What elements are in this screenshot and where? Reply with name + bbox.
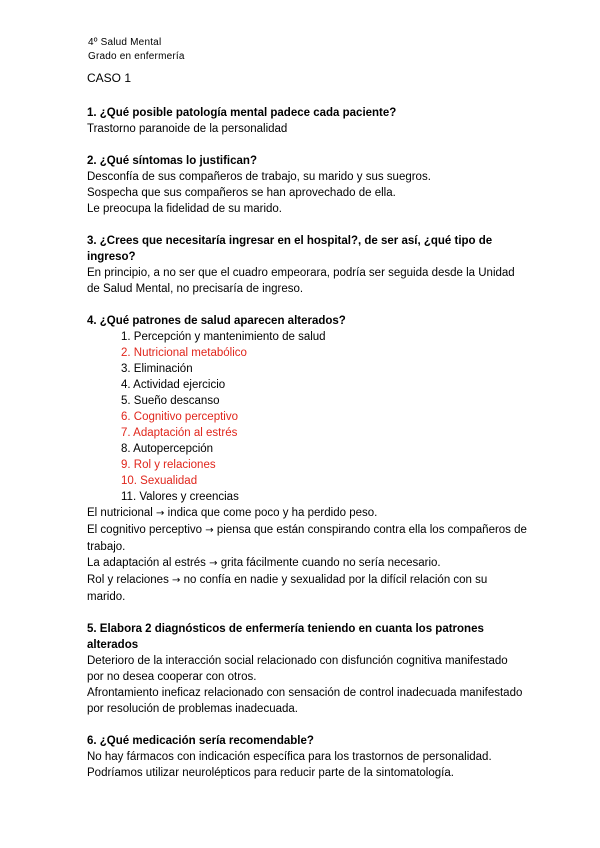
question-2: 2. ¿Qué síntomas lo justifican?	[87, 155, 257, 167]
pattern-note-4	[87, 572, 527, 605]
note-explanation: no confía en nadie y sexualidad por la difícil relación con su marido.	[87, 574, 488, 603]
arrow-right-icon: →	[205, 525, 214, 536]
note-pattern: El nutricional	[87, 507, 153, 519]
answer-3: En principio, a no ser que el cuadro empeorara, podría ser seguida desde la Unidad de Salud Mental, no precisaría de ingreso.	[87, 267, 515, 295]
answer-2-line-2: Sospecha que sus compañeros se han aprovechado de ella.	[87, 187, 396, 199]
question-5: 5. Elabora 2 diagnósticos de enfermería teniendo en cuanta los patrones alterados	[87, 623, 484, 651]
question-6: 6. ¿Qué medicación sería recomendable?	[87, 735, 314, 747]
pattern-item: 4. Actividad ejercicio	[121, 379, 226, 391]
question-4: 4. ¿Qué patrones de salud aparecen alterados?	[87, 315, 346, 327]
section-1	[87, 105, 527, 137]
pattern-item: 8. Autopercepción	[121, 443, 214, 455]
answer-2-line-3: Le preocupa la fidelidad de su marido.	[87, 203, 282, 215]
pattern-item-altered: 10. Sexualidad	[121, 475, 198, 487]
note-explanation: grita fácilmente cuando no sería necesario.	[220, 557, 441, 569]
pattern-item-altered: 2. Nutricional metabólico	[121, 347, 247, 359]
pattern-item: 5. Sueño descanso	[121, 395, 220, 407]
header-course: 4º Salud Mental	[88, 37, 162, 48]
health-patterns-list	[87, 329, 527, 505]
pattern-item-altered: 9. Rol y relaciones	[121, 459, 216, 471]
answer-5-line-1: Deterioro de la interacción social relacionado con disfunción cognitiva manifestado por no desea cooperar con otros.	[87, 655, 508, 683]
pattern-item-altered: 6. Cognitivo perceptivo	[121, 411, 238, 423]
section-6	[87, 733, 527, 781]
note-pattern: La adaptación al estrés	[87, 557, 206, 569]
arrow-right-icon: →	[209, 558, 218, 569]
section-2	[87, 153, 527, 217]
pattern-note-2	[87, 522, 527, 555]
pattern-item: 11. Valores y creencias	[121, 491, 239, 503]
answer-6-line-1: No hay fármacos con indicación específica para los trastornos de personalidad.	[87, 751, 492, 763]
section-5	[87, 621, 527, 717]
pattern-item: 3. Eliminación	[121, 363, 193, 375]
document-body	[87, 70, 527, 797]
pattern-note-1	[87, 505, 527, 522]
answer-6-line-2: Podríamos utilizar neurolépticos para reducir parte de la sintomatología.	[87, 767, 454, 779]
arrow-right-icon: →	[156, 508, 165, 519]
header-degree: Grado en enfermería	[88, 51, 185, 62]
answer-5-line-2: Afrontamiento ineficaz relacionado con sensación de control inadecuada manifestado por resolución de problemas inadecuada.	[87, 687, 523, 715]
pattern-note-3	[87, 555, 527, 572]
question-3: 3. ¿Crees que necesitaría ingresar en el hospital?, de ser así, ¿qué tipo de ingreso?	[87, 235, 493, 263]
pattern-item-altered: 7. Adaptación al estrés	[121, 427, 238, 439]
section-4	[87, 313, 527, 605]
page-header	[88, 36, 185, 64]
note-pattern: Rol y relaciones	[87, 574, 169, 586]
answer-1: Trastorno paranoide de la personalidad	[87, 123, 288, 135]
arrow-right-icon: →	[172, 575, 181, 586]
note-pattern: El cognitivo perceptivo	[87, 524, 203, 536]
pattern-item: 1. Percepción y mantenimiento de salud	[121, 331, 326, 343]
case-title: CASO 1	[87, 71, 132, 85]
answer-2-line-1: Desconfía de sus compañeros de trabajo, su marido y sus suegros.	[87, 171, 431, 183]
question-1: 1. ¿Qué posible patología mental padece cada paciente?	[87, 107, 397, 119]
note-explanation: indica que come poco y ha perdido peso.	[167, 507, 378, 519]
section-3	[87, 233, 527, 297]
note-explanation: piensa que están conspirando contra ella los compañeros de trabajo.	[87, 524, 527, 553]
